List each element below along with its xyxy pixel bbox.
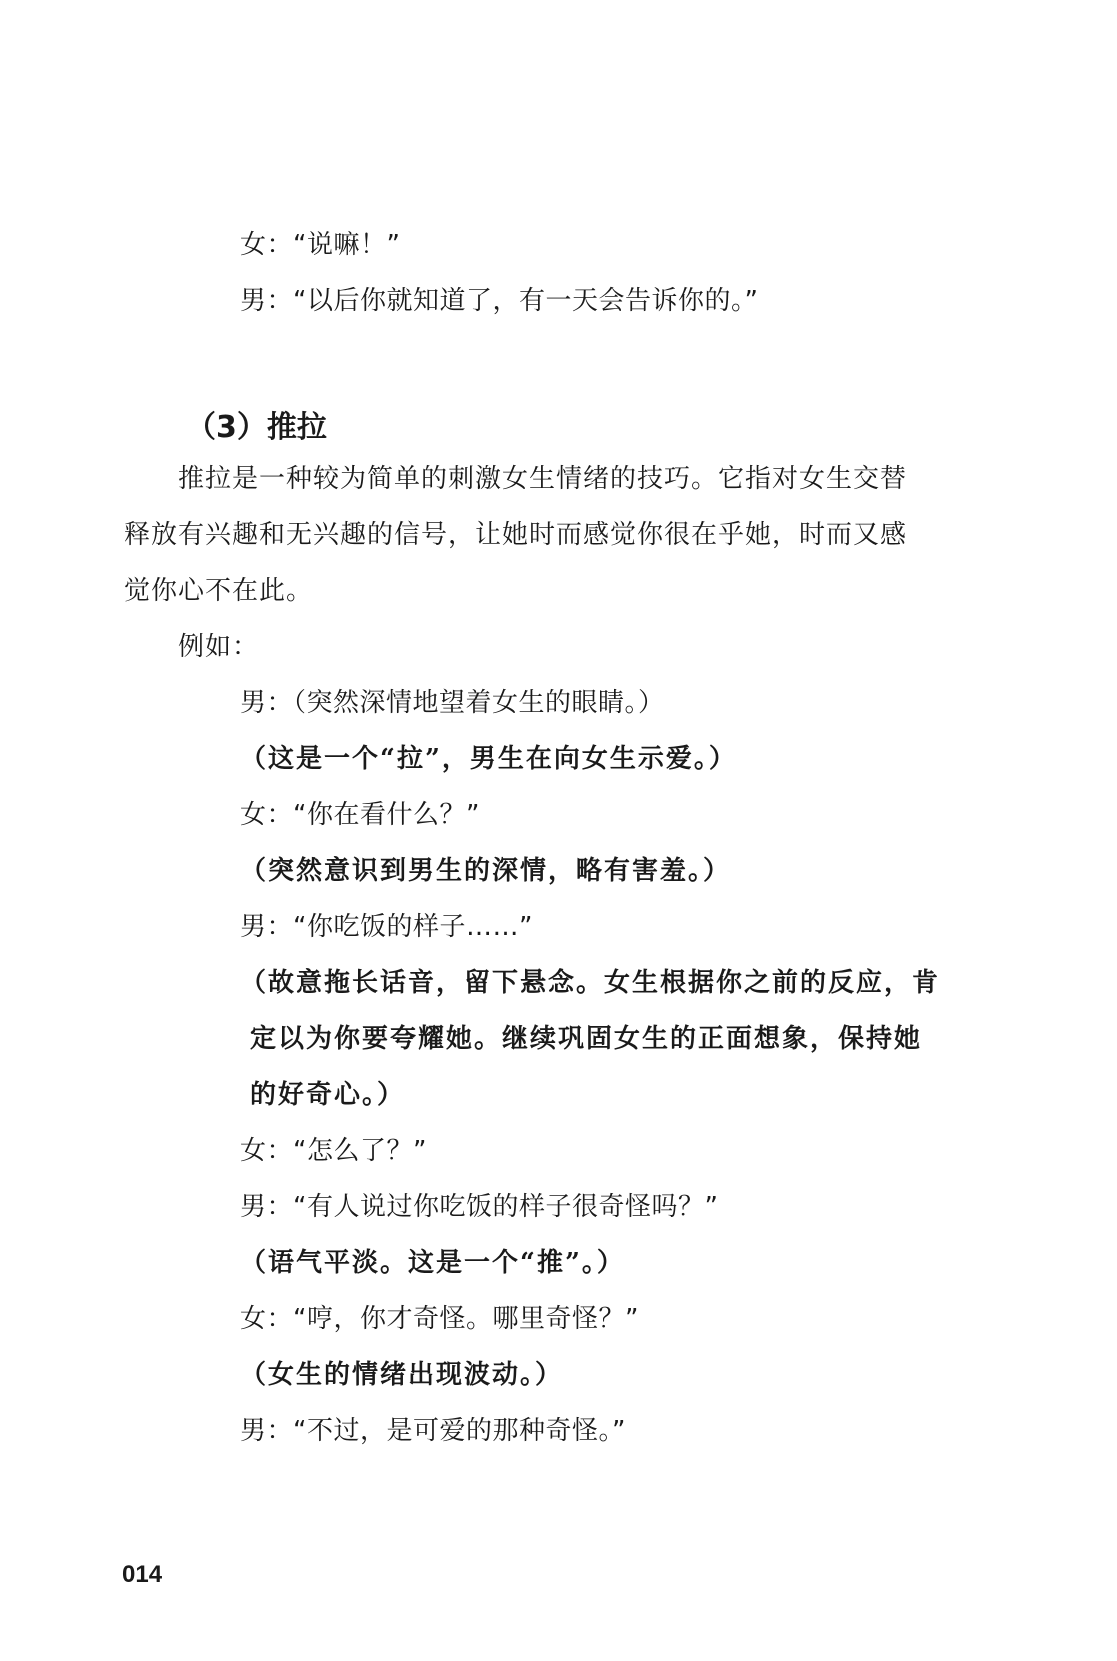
dialog-line: 男：“以后你就知道了，有一天会告诉你的。” bbox=[240, 286, 759, 316]
dialog-line: 男：“不过，是可爱的那种奇怪。” bbox=[240, 1416, 626, 1446]
dialog-line: 女：“怎么了？” bbox=[240, 1136, 427, 1166]
annotation-line: （故意拖长话音，留下悬念。女生根据你之前的反应，肯 bbox=[240, 968, 941, 998]
dialog-line: 男：（突然深情地望着女生的眼睛。） bbox=[240, 688, 665, 718]
annotation-line: 的好奇心。） bbox=[250, 1080, 406, 1110]
example-label: 例如： bbox=[178, 632, 260, 662]
annotation-line: 定以为你要夸耀她。继续巩固女生的正面想象，保持她 bbox=[250, 1024, 923, 1054]
dialog-line: 女：“你在看什么？” bbox=[240, 800, 480, 830]
dialog-line: 女：“说嘛！” bbox=[240, 230, 401, 260]
section-heading: （3）推拉 bbox=[186, 410, 327, 445]
paragraph-line: 推拉是一种较为简单的刺激女生情绪的技巧。它指对女生交替 bbox=[178, 464, 908, 494]
paragraph-line: 觉你心不在此。 bbox=[124, 576, 314, 606]
dialog-line: 男：“有人说过你吃饭的样子很奇怪吗？” bbox=[240, 1192, 719, 1222]
annotation-line: （这是一个“拉”，男生在向女生示爱。） bbox=[240, 744, 737, 774]
paragraph-line: 释放有兴趣和无兴趣的信号，让她时而感觉你很在乎她，时而又感 bbox=[124, 520, 908, 550]
dialog-line: 女：“哼，你才奇怪。哪里奇怪？” bbox=[240, 1304, 639, 1334]
dialog-line: 男：“你吃饭的样子……” bbox=[240, 912, 533, 942]
annotation-line: （语气平淡。这是一个“推”。） bbox=[240, 1248, 625, 1278]
annotation-line: （女生的情绪出现波动。） bbox=[240, 1360, 564, 1390]
page-number: 014 bbox=[122, 1561, 163, 1588]
annotation-line: （突然意识到男生的深情，略有害羞。） bbox=[240, 856, 732, 886]
